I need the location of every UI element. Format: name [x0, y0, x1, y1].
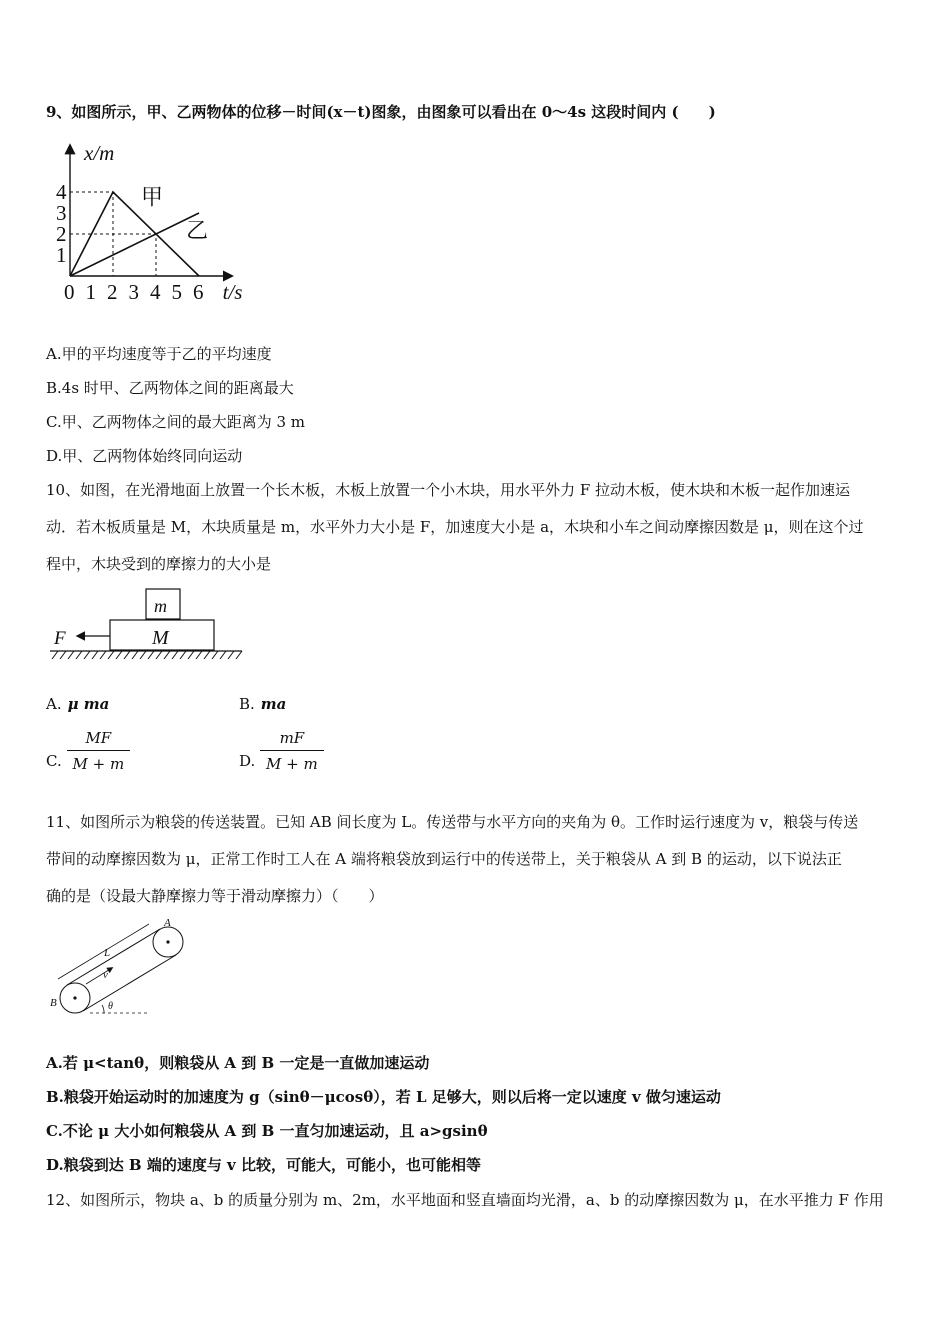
q9-option-a: A.甲的平均速度等于乙的平均速度 [46, 345, 272, 363]
hatch-mark [116, 651, 122, 659]
x-axis-label: t/s [222, 280, 243, 304]
q11-stem-line-3: 确的是（设最大静摩擦力等于滑动摩擦力）（ ） [46, 887, 384, 905]
hatch-mark [156, 651, 162, 659]
fraction: $\frac{MF}{M + m}$ [67, 728, 131, 774]
hatch-mark [92, 651, 98, 659]
q11-option-d: D.粮袋到达 B 端的速度与 v 比较，可能大，可能小，也可能相等 [46, 1156, 481, 1174]
hatch-mark [212, 651, 218, 659]
series-label-yi: 乙 [186, 218, 209, 244]
hatch-mark [164, 651, 170, 659]
ground-hatching [52, 651, 242, 659]
q12-stem: 12、如图所示，物块 a、b 的质量分别为 m、2m，水平地面和竖直墙面均光滑，a、b 的动摩擦因数为 μ，在水平推力 F 作用 [46, 1191, 884, 1209]
q9-stem: 9、如图所示，甲、乙两物体的位移－时间(x－t)图象，由图象可以看出在 0～4s 这段时间内 ( ) [46, 103, 716, 121]
hatch-mark [228, 651, 234, 659]
hatch-mark [124, 651, 130, 659]
q10-stem-line-1: 10、如图，在光滑地面上放置一个长木板，木板上放置一个小木块，用水平外力 F 拉动木板，使木块和木板一起作加速运 [46, 481, 851, 499]
q9-option-b: B.4s 时甲、乙两物体之间的距离最大 [46, 379, 294, 397]
velocity-arrow [86, 968, 112, 984]
label-theta: θ [108, 1001, 113, 1012]
q10-option-b: B. ma [239, 695, 287, 713]
belt-top [67, 929, 160, 985]
q11-option-c: C.不论 μ 大小如何粮袋从 A 到 B 一直匀加速运动，且 a>gsinθ [46, 1122, 488, 1140]
hatch-mark [52, 651, 58, 659]
q9-option-d: D.甲、乙两物体始终同向运动 [46, 447, 243, 465]
x-tick-label: 5 [171, 280, 182, 304]
x-tick-label: 1 [85, 280, 96, 304]
y-tick-label: 1 [56, 243, 67, 267]
label-v: v [103, 969, 108, 981]
y-axis-label: x/m [84, 141, 115, 165]
x-tick-label: 4 [150, 280, 161, 304]
hatch-mark [68, 651, 74, 659]
q11-stem-line-1: 11、如图所示为粮袋的传送装置。已知 AB 间长度为 L。传送带与水平方向的夹角为 θ。工作时运行速度为 v，粮袋与传送 [46, 813, 859, 831]
q11-stem-line-2: 带间的动摩擦因数为 μ，正常工作时工人在 A 端将粮袋放到运行中的传送带上，关于粮袋从 A 到 B 的运动，以下说法正 [46, 850, 842, 868]
hatch-mark [204, 651, 210, 659]
hatch-mark [196, 651, 202, 659]
hatch-mark [100, 651, 106, 659]
q10-block-diagram [48, 586, 248, 666]
series-line-yi [70, 213, 199, 276]
hatch-mark [180, 651, 186, 659]
q11-conveyor-diagram [46, 916, 196, 1016]
fraction: $\frac{mF}{M + m}$ [260, 728, 324, 774]
series-label-jia: 甲 [140, 184, 163, 210]
q11-option-b: B.粮袋开始运动时的加速度为 g（sinθ－μcosθ），若 L 足够大，则以后将一定以速度 v 做匀速运动 [46, 1088, 721, 1106]
force-label: F [54, 628, 66, 649]
small-block-label: m [154, 596, 167, 616]
y-tick-label: 4 [56, 180, 67, 204]
hatch-mark [148, 651, 154, 659]
hatch-mark [220, 651, 226, 659]
q9-xt-graph [52, 138, 272, 308]
large-block-label: M [152, 627, 169, 649]
hatch-mark [236, 651, 242, 659]
hatch-mark [140, 651, 146, 659]
label-a: A [164, 917, 171, 929]
hatch-mark [188, 651, 194, 659]
hatch-mark [84, 651, 90, 659]
hatch-mark [172, 651, 178, 659]
label-b: B [50, 997, 57, 1009]
y-tick-label: 2 [56, 222, 67, 246]
label-l: L [104, 947, 111, 959]
x-tick-label: 0 [64, 280, 75, 304]
q10-option-d: D. $\frac{mF}{M + m}$ [239, 728, 324, 774]
hatch-mark [76, 651, 82, 659]
y-tick-label: 3 [56, 201, 67, 225]
q10-option-c: C. $\frac{MF}{M + m}$ [46, 728, 130, 774]
belt-bottom [83, 955, 176, 1011]
hatch-mark [132, 651, 138, 659]
q10-stem-line-2: 动．若木板质量是 M，木块质量是 m，水平外力大小是 F，加速度大小是 a，木块和小车之间动摩擦因数是 μ，则在这个过 [46, 518, 864, 536]
hatch-mark [60, 651, 66, 659]
x-tick-label: 3 [128, 280, 139, 304]
hatch-mark [108, 651, 114, 659]
q11-option-a: A.若 μ<tanθ，则粮袋从 A 到 B 一定是一直做加速运动 [46, 1054, 430, 1072]
q10-option-a: A. μ ma [46, 695, 110, 713]
q10-stem-line-3: 程中，木块受到的摩擦力的大小是 [46, 555, 272, 573]
x-tick-label: 6 [193, 280, 204, 304]
x-tick-label: 2 [107, 280, 118, 304]
q9-option-c: C.甲、乙两物体之间的最大距离为 3 m [46, 413, 306, 431]
